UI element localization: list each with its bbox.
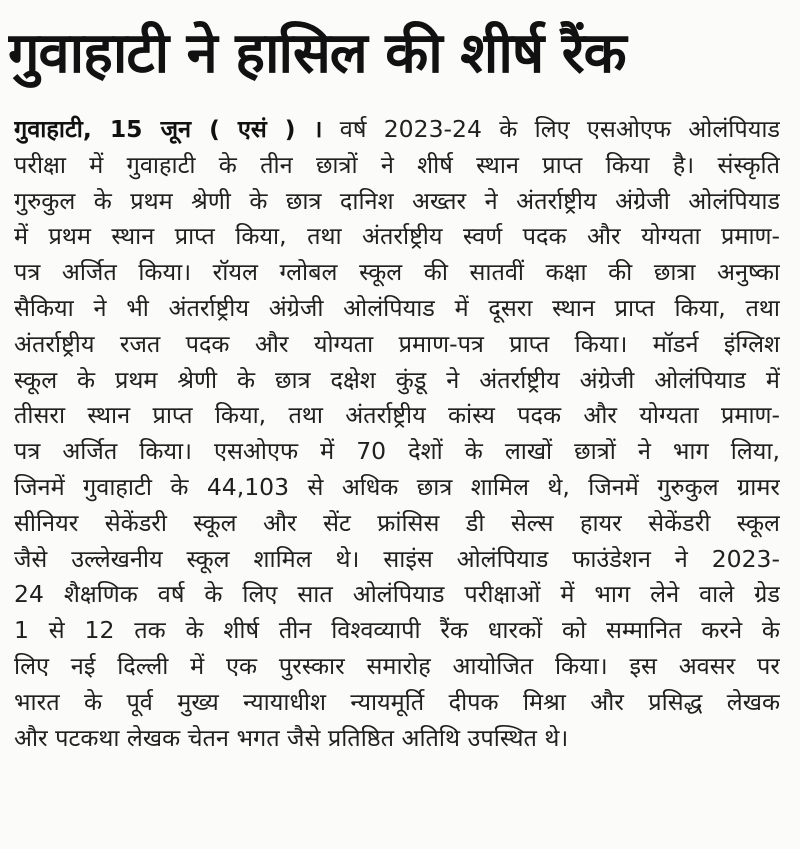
article-line: जिनमें गुवाहाटी के 44,103 से अधिक छात्र शामिल थे, जिनमें गुरुकुल ग्रामर xyxy=(14,472,780,501)
article-line: पत्र अर्जित किया। रॉयल ग्लोबल स्कूल की सातवीं कक्षा की छात्रा अनुष्का xyxy=(14,258,780,287)
article-line: परीक्षा में गुवाहाटी के तीन छात्रों ने शीर्ष स्थान प्राप्त किया है। संस्कृति xyxy=(14,150,780,179)
article-line: स्कूल के प्रथम श्रेणी के छात्र दक्षेश कुंडू ने अंतर्राष्ट्रीय अंग्रेजी ओलंपियाड में xyxy=(14,365,780,394)
article-line-text: वर्ष 2023-24 के लिए एसओएफ ओलंपियाड xyxy=(339,115,780,143)
article-line: पत्र अर्जित किया। एसओएफ में 70 देशों के लाखों छात्रों ने भाग लिया, xyxy=(14,437,780,466)
article-body xyxy=(14,112,780,756)
article-line: अंतर्राष्ट्रीय रजत पदक और योग्यता प्रमाण-पत्र प्राप्त किया। मॉडर्न इंग्लिश xyxy=(14,329,780,358)
headline: गुवाहाटी ने हासिल की शीर्ष रैंक xyxy=(8,21,626,86)
article-line: लिए नई दिल्ली में एक पुरस्कार समारोह आयोजित किया। इस अवसर पर xyxy=(14,651,780,680)
article-line: जैसे उल्लेखनीय स्कूल शामिल थे। साइंस ओलंपियाड फाउंडेशन ने 2023- xyxy=(14,544,780,573)
article-line: में प्रथम स्थान प्राप्त किया, तथा अंतर्राष्ट्रीय स्वर्ण पदक और योग्यता प्रमाण- xyxy=(14,222,780,251)
article-line: सीनियर सेकेंडरी स्कूल और सेंट फ्रांसिस डी सेल्स हायर सेकेंडरी स्कूल xyxy=(14,508,780,537)
dateline: गुवाहाटी, 15 जून ( एसं ) । xyxy=(14,115,323,143)
article-line: 1 से 12 तक के शीर्ष तीन विश्वव्यापी रैंक धारकों को सम्मानित करने के xyxy=(14,616,780,645)
article-line: गुरुकुल के प्रथम श्रेणी के छात्र दानिश अख्तर ने अंतर्राष्ट्रीय अंग्रेजी ओलंपियाड xyxy=(14,186,780,215)
article-line: सैकिया ने भी अंतर्राष्ट्रीय अंग्रेजी ओलंपियाड में दूसरा स्थान प्राप्त किया, तथा xyxy=(14,293,780,322)
article-line: तीसरा स्थान प्राप्त किया, तथा अंतर्राष्ट्रीय कांस्य पदक और योग्यता प्रमाण- xyxy=(14,401,780,430)
article-line: 24 शैक्षणिक वर्ष के लिए सात ओलंपियाड परीक्षाओं में भाग लेने वाले ग्रेड xyxy=(14,580,780,609)
article-line: भारत के पूर्व मुख्य न्यायाधीश न्यायमूर्ति दीपक मिश्रा और प्रसिद्ध लेखक xyxy=(14,687,780,716)
article-line: और पटकथा लेखक चेतन भगत जैसे प्रतिष्ठित अतिथि उपस्थित थे। xyxy=(14,723,569,752)
article-line xyxy=(14,112,780,148)
